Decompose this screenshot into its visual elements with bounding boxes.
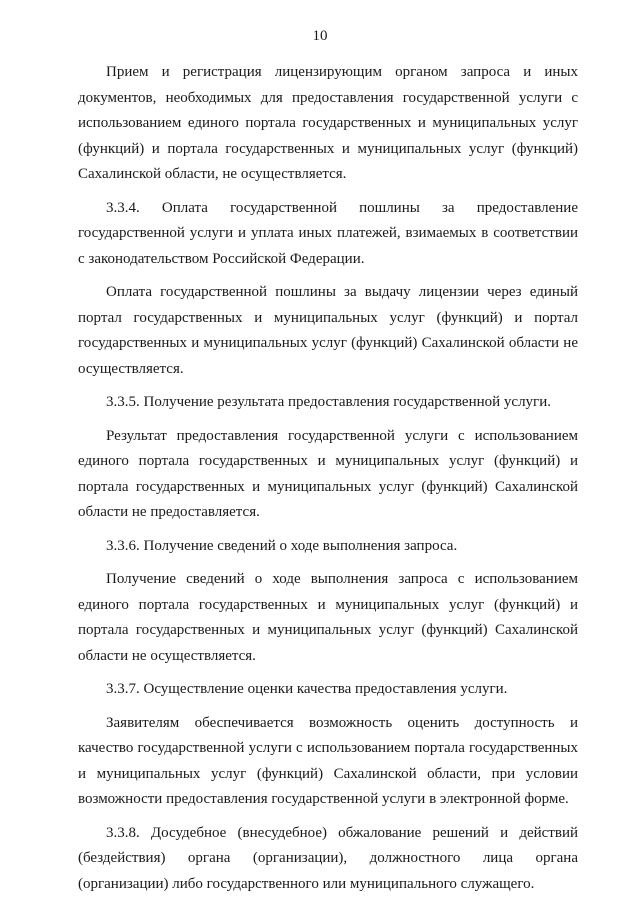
paragraph-fee-payment: Оплата государственной пошлины за выдачу лицензии через единый портал государственных и муниципальных услуг (функций) и портал государственных и муниципальных услуг (функций) Сахалинской области не осуществляется.: [78, 284, 578, 377]
paragraph-3-3-6-heading: 3.3.6. Получение сведений о ходе выполнения запроса.: [106, 537, 458, 554]
page-number: 10: [312, 28, 328, 44]
paragraph-quality-assessment: Заявителям обеспечивается возможность оценить доступность и качество государственной услуги с использованием портала государственных и муниципальных услуг (функций) Сахалинской области, при условии возможности предоставления государственной услуги в электронной форме.: [78, 714, 578, 807]
paragraph-request-status: Получение сведений о ходе выполнения запроса с использованием единого портала государственных и муниципальных услуг (функций) и портала государственных и муниципальных услуг (функций) Сахалинской области не осуществляется.: [78, 571, 578, 664]
document-body: [78, 60, 578, 905]
paragraph-3-3-4-heading: 3.3.4. Оплата государственной пошлины за предоставление государственной услуги и уплата иных платежей, взимаемых в соответствии с законодательством Российской Федерации.: [78, 199, 578, 267]
paragraph-result-delivery: Результат предоставления государственной услуги с использованием единого портала государственных и муниципальных услуг (функций) и портала государственных и муниципальных услуг (функций) Сахалинской области не предоставляется.: [78, 427, 578, 520]
paragraph-3-3-8-heading: 3.3.8. Досудебное (внесудебное) обжалование решений и действий (бездействия) органа (организации), должностного лица органа (организации) либо государственного или муниципального служащего.: [78, 824, 578, 892]
paragraph-portal-registration: Прием и регистрация лицензирующим органом запроса и иных документов, необходимых для предоставления государственной услуги с использованием единого портала государственных и муниципальных услуг (функций) и портала государственных и муниципальных услуг (функций) Сахалинской области, не осуществляется.: [78, 64, 578, 182]
paragraph-3-3-5-heading: 3.3.5. Получение результата предоставления государственной услуги.: [106, 394, 551, 410]
paragraph-3-3-7-heading: 3.3.7. Осуществление оценки качества предоставления услуги.: [106, 681, 508, 697]
